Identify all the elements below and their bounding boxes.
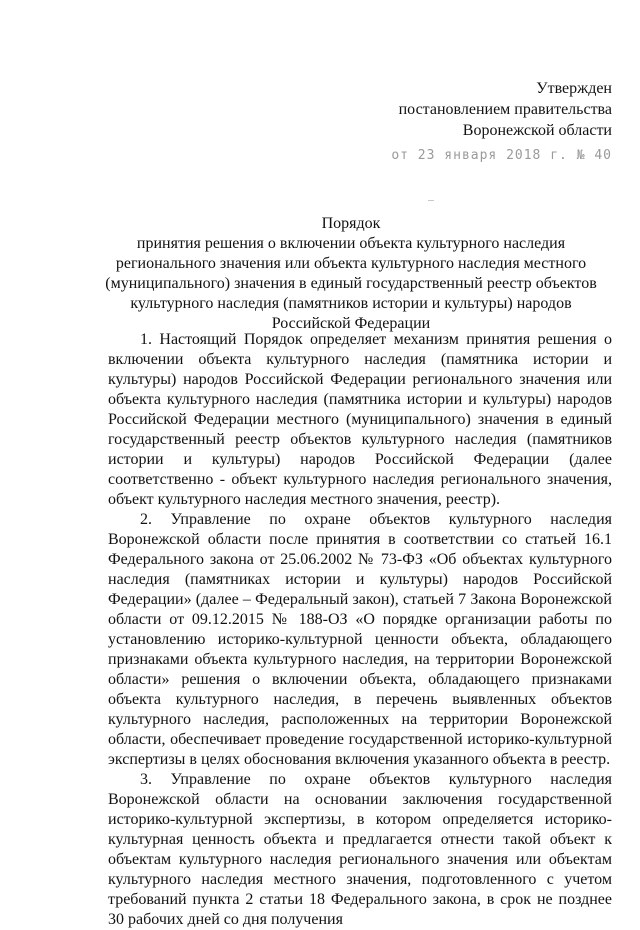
approval-date-stamp: от 23 января 2018 г. № 40 <box>391 148 612 163</box>
paragraph-1: 1. Настоящий Порядок определяет механизм принятия решения о включении объекта культурного наследия (памятника истории и культуры) народов Российской Федерации регионального значения или объекта культурного наследия (памятника истории и культуры) народов Российской Федерации местного (муниципального) значения в единый государственный реестр объектов культурного наследия (памятников истории и культуры) народов Российской Федерации (далее соответственно - объект культурного наследия регионального значения, объект культурного наследия местного значения, реестр). <box>108 331 612 508</box>
approval-title: Утвержден <box>536 80 612 97</box>
document-heading <box>96 214 606 334</box>
approval-line-decree: постановлением правительства <box>398 101 612 118</box>
scan-speck <box>428 200 434 201</box>
document-title: Порядок <box>321 215 381 232</box>
document-subtitle: принятия решения о включении объекта культурного наследия регионального значения или объекта культурного наследия местного (муниципального) значения в единый государственный реестр объектов культурного наследия (памятников истории и культуры) народов Российской Федерации <box>105 235 597 332</box>
approval-block <box>391 78 612 166</box>
paragraph-3: 3. Управление по охране объектов культурного наследия Воронежской области на основании заключения государственной историко-культурной экспертизы, в котором определяется историко-культурная ценность объекта и предлагается отнести такой объект к объектам культурного наследия регионального значения или объектам культурного наследия местного значения, подготовленного с учетом требований пункта 2 статьи 18 Федерального закона, в срок не позднее 30 рабочих дней со дня получения <box>108 771 612 928</box>
document-body <box>108 330 612 930</box>
paragraph-2: 2. Управление по охране объектов культурного наследия Воронежской области после принятия в соответствии со статьей 16.1 Федерального закона от 25.06.2002 № 73-ФЗ «Об объектах культурного наследия (памятниках истории и культуры) народов Российской Федерации» (далее – Федеральный закон), статьей 7 Закона Воронежской области от 09.12.2015 № 188-ОЗ «О порядке организации работы по установлению историко-культурной ценности объекта, обладающего признаками объекта культурного наследия, на территории Воронежской области» решения о включении объекта, обладающего признаками объекта культурного наследия, в перечень выявленных объектов культурного наследия, расположенных на территории Воронежской области, обеспечивает проведение государственной историко-культурной экспертизы в целях обоснования включения указанного объекта в реестр. <box>108 511 612 768</box>
approval-line-region: Воронежской области <box>462 122 612 139</box>
